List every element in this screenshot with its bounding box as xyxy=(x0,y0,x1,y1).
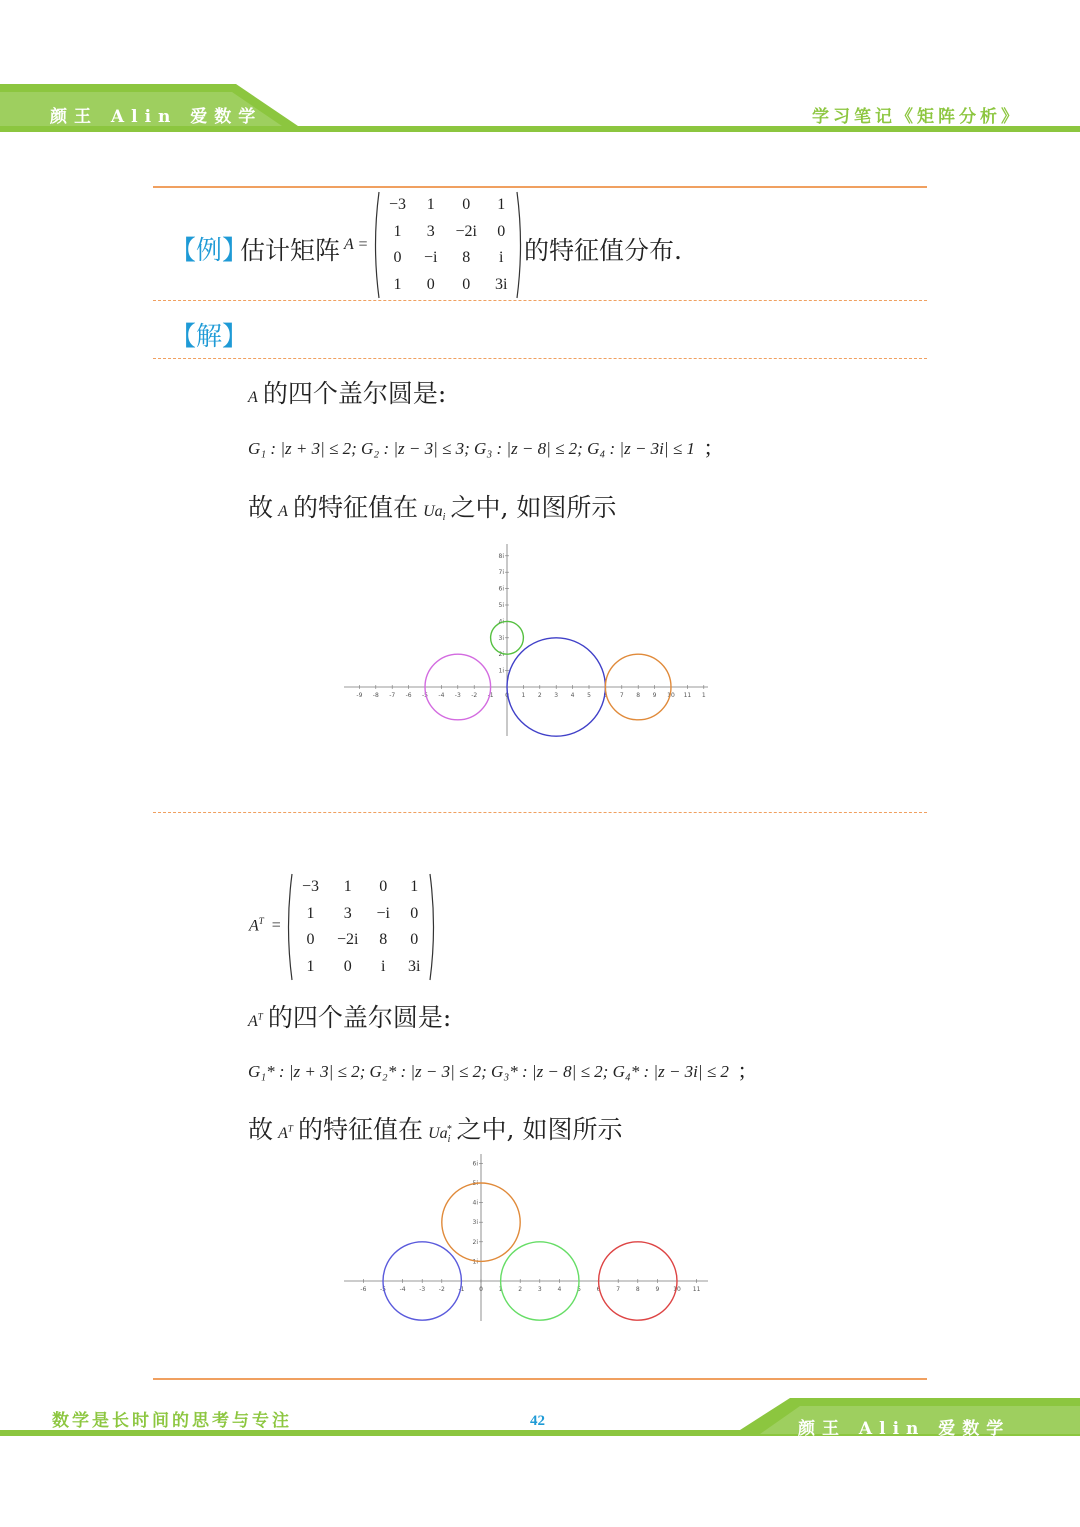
matrix-at-cell: 8 xyxy=(379,931,388,949)
divider-2 xyxy=(153,358,927,359)
transpose-sup: T xyxy=(258,916,264,926)
y-tick-label: 8i xyxy=(498,552,504,560)
matrix-row xyxy=(380,272,516,299)
x-tick-label: -2 xyxy=(438,1286,445,1293)
matrix-a-cell: −3 xyxy=(389,196,407,214)
line4-b: 的特征值在 xyxy=(298,1115,424,1144)
matrix-at-cell: 0 xyxy=(343,957,352,975)
matrix-at-cell: 0 xyxy=(306,931,315,949)
x-tick-label: -4 xyxy=(438,692,445,699)
header-left-title: 颜王 Alin 爱数学 xyxy=(50,107,263,127)
transpose-matrix xyxy=(285,873,437,981)
matrix-row xyxy=(293,927,429,954)
left-paren xyxy=(285,873,293,981)
matrix-at-cell: −2i xyxy=(337,931,359,949)
y-tick-label: 2i xyxy=(472,1238,478,1246)
x-tick-label: -5 xyxy=(422,692,428,699)
right-paren xyxy=(429,873,437,981)
gershgorin-formula-1 xyxy=(248,434,711,460)
line4-c: 之中, 如图所示 xyxy=(456,1115,623,1144)
line2-sub: i xyxy=(442,512,446,524)
gersh1-end: ; xyxy=(705,434,712,459)
x-tick-label: 10 xyxy=(667,692,675,699)
example-prefix: 估计矩阵 xyxy=(240,236,341,265)
matrix-row xyxy=(380,192,516,219)
page-number: 42 xyxy=(530,1413,545,1429)
x-tick-label: 2 xyxy=(518,1286,523,1293)
top-rule xyxy=(153,186,927,188)
solution-line-1 xyxy=(248,374,446,410)
y-tick-label: 7i xyxy=(498,569,504,577)
x-tick-label: 5 xyxy=(577,1286,581,1293)
matrix-at-cell: 1 xyxy=(306,904,315,922)
matrix-at xyxy=(293,874,429,980)
y-tick-label: 4i xyxy=(472,1199,478,1207)
x-tick-label: -6 xyxy=(405,692,412,699)
y-tick-label: 1i xyxy=(472,1258,478,1266)
x-tick-label: -5 xyxy=(380,1286,386,1293)
y-tick-label: 1i xyxy=(498,667,504,675)
matrix-at-cell: 1 xyxy=(306,957,315,975)
matrix-a-cell: 1 xyxy=(426,196,435,214)
example-label: 【例】 xyxy=(170,236,249,266)
matrix-a-cell: 0 xyxy=(462,275,471,293)
matrix-a-cell: 1 xyxy=(497,196,506,214)
x-tick-label: 7 xyxy=(616,1286,621,1293)
y-tick-label: 6i xyxy=(472,1160,478,1168)
x-tick-label: 7 xyxy=(619,692,624,699)
x-tick-label: -3 xyxy=(454,692,461,699)
line2-c: 之中, 如图所示 xyxy=(450,493,617,522)
line1-text: 的四个盖尔圆是: xyxy=(262,379,447,408)
matrix-row xyxy=(380,245,516,272)
line4-sub: i xyxy=(447,1134,451,1146)
line2-set: Ua xyxy=(423,503,443,520)
line4-a: 故 xyxy=(248,1115,274,1144)
example-matrix xyxy=(372,191,524,299)
matrix-a-cell: 1 xyxy=(393,275,402,293)
line2-var: A xyxy=(278,503,288,520)
footer-left-text: 数学是长时间的思考与专注 xyxy=(52,1411,292,1431)
y-tick-label: 4i xyxy=(498,618,504,626)
line3-var: A xyxy=(248,1013,258,1030)
x-tick-label: 8 xyxy=(635,1286,640,1293)
matrix-a-cell: −2i xyxy=(455,222,477,240)
y-tick-label: 5i xyxy=(498,602,504,609)
x-tick-label: 5 xyxy=(587,692,591,699)
x-tick-label: -6 xyxy=(360,1286,367,1293)
x-tick-label: -9 xyxy=(356,692,363,699)
line4-var: A xyxy=(278,1125,288,1142)
matrix-at-cell: 1 xyxy=(410,878,419,896)
x-tick-label: -3 xyxy=(419,1286,426,1293)
matrix-at-cell: 3 xyxy=(343,904,352,922)
transpose-eq: = xyxy=(271,917,281,935)
x-tick-label: 6 xyxy=(596,1286,601,1293)
matrix-a xyxy=(380,192,516,298)
x-tick-label: 11 xyxy=(692,1286,701,1293)
matrix-at-cell: 0 xyxy=(410,931,419,949)
gershgorin-formula-2 xyxy=(248,1057,745,1083)
example-matrix-name: A = xyxy=(344,236,369,253)
matrix-a-cell: 1 xyxy=(393,222,402,240)
transpose-var: A xyxy=(249,917,259,935)
matrix-at-cell: 0 xyxy=(379,878,388,896)
var-a: A xyxy=(248,389,258,406)
x-tick-label: -8 xyxy=(372,692,379,699)
left-paren xyxy=(372,191,380,299)
line4-sup: T xyxy=(287,1123,293,1134)
x-tick-label: -1 xyxy=(458,1286,465,1293)
line4-set: Ua xyxy=(428,1125,448,1142)
matrix-a-cell: 0 xyxy=(426,275,435,293)
matrix-row xyxy=(293,954,429,981)
x-tick-label: 10 xyxy=(673,1286,681,1293)
x-tick-label: 3 xyxy=(537,1286,542,1293)
y-tick-label: 6i xyxy=(498,585,504,593)
x-tick-label: 1 xyxy=(701,692,706,699)
line3-text: 的四个盖尔圆是: xyxy=(267,1003,452,1032)
y-tick-label: 3i xyxy=(472,1219,478,1227)
gersh2-end: ; xyxy=(739,1057,746,1082)
gersh1-text: G₁ : |z + 3| ≤ 2; G₂ : |z − 3| ≤ 3; G₃ : |z − 8| ≤ 2; G₄ : |z − 3i| ≤ 1 xyxy=(248,439,695,458)
matrix-at-cell: −3 xyxy=(302,878,320,896)
matrix-a-cell: i xyxy=(498,249,504,267)
x-tick-label: 1 xyxy=(498,1286,503,1293)
x-tick-label: 8 xyxy=(636,692,641,699)
x-tick-label: -1 xyxy=(487,692,494,699)
line2-a: 故 xyxy=(248,493,274,522)
x-tick-label: 6 xyxy=(603,692,608,699)
matrix-a-cell: −i xyxy=(424,249,438,267)
x-tick-label: 2 xyxy=(537,692,542,699)
solution-line-3 xyxy=(248,998,451,1034)
footer-right-title: 颜王 Alin 爱数学 xyxy=(798,1419,1011,1439)
x-tick-label: 11 xyxy=(683,692,692,699)
y-tick-label: 3i xyxy=(498,634,504,642)
x-tick-label: 0 xyxy=(505,692,509,699)
solution-line-2 xyxy=(248,488,616,524)
matrix-a-cell: 3 xyxy=(426,222,435,240)
matrix-row xyxy=(293,874,429,901)
gersh2-text: G₁* : |z + 3| ≤ 2; G₂* : |z − 3| ≤ 2; G₃* : |z − 8| ≤ 2; G₄* : |z − 3i| ≤ 2 xyxy=(248,1062,729,1081)
matrix-at-cell: i xyxy=(381,957,386,975)
example-suffix: 的特征值分布. xyxy=(524,236,682,265)
matrix-row xyxy=(380,219,516,246)
header-right-title: 学习笔记《矩阵分析》 xyxy=(812,107,1022,127)
transpose-name xyxy=(249,916,281,935)
divider-3 xyxy=(153,812,927,813)
matrix-a-cell: 0 xyxy=(462,196,471,214)
gershgorin-chart-2 xyxy=(340,1150,712,1325)
matrix-at-cell: 1 xyxy=(343,878,352,896)
line3-sup: T xyxy=(257,1011,263,1022)
line4-supstar: * xyxy=(446,1123,452,1135)
solution-line-4 xyxy=(248,1110,622,1146)
x-tick-label: -7 xyxy=(389,692,396,699)
gershgorin-chart-1 xyxy=(340,540,712,740)
solution-label: 【解】 xyxy=(170,322,249,352)
x-tick-label: 4 xyxy=(570,692,575,699)
x-tick-label: 4 xyxy=(557,1286,562,1293)
matrix-at-cell: 0 xyxy=(410,904,419,922)
bottom-rule xyxy=(153,1378,927,1380)
x-tick-label: -4 xyxy=(399,1286,406,1293)
matrix-at-cell: −i xyxy=(376,904,390,922)
line2-b: 的特征值在 xyxy=(292,493,418,522)
matrix-row xyxy=(293,901,429,928)
x-tick-label: 9 xyxy=(652,692,657,699)
y-tick-label: 2i xyxy=(498,651,504,659)
x-tick-label: 0 xyxy=(479,1286,483,1293)
x-tick-label: 1 xyxy=(521,692,526,699)
x-tick-label: -2 xyxy=(471,692,478,699)
divider-1 xyxy=(153,300,927,301)
x-tick-label: 9 xyxy=(655,1286,660,1293)
matrix-a-cell: 3i xyxy=(494,275,508,293)
matrix-a-cell: 8 xyxy=(462,249,471,267)
x-tick-label: 3 xyxy=(554,692,559,699)
matrix-a-cell: 0 xyxy=(393,249,402,267)
matrix-a-cell: 0 xyxy=(497,222,506,240)
matrix-at-cell: 3i xyxy=(407,957,421,975)
y-tick-label: 5i xyxy=(472,1180,478,1187)
